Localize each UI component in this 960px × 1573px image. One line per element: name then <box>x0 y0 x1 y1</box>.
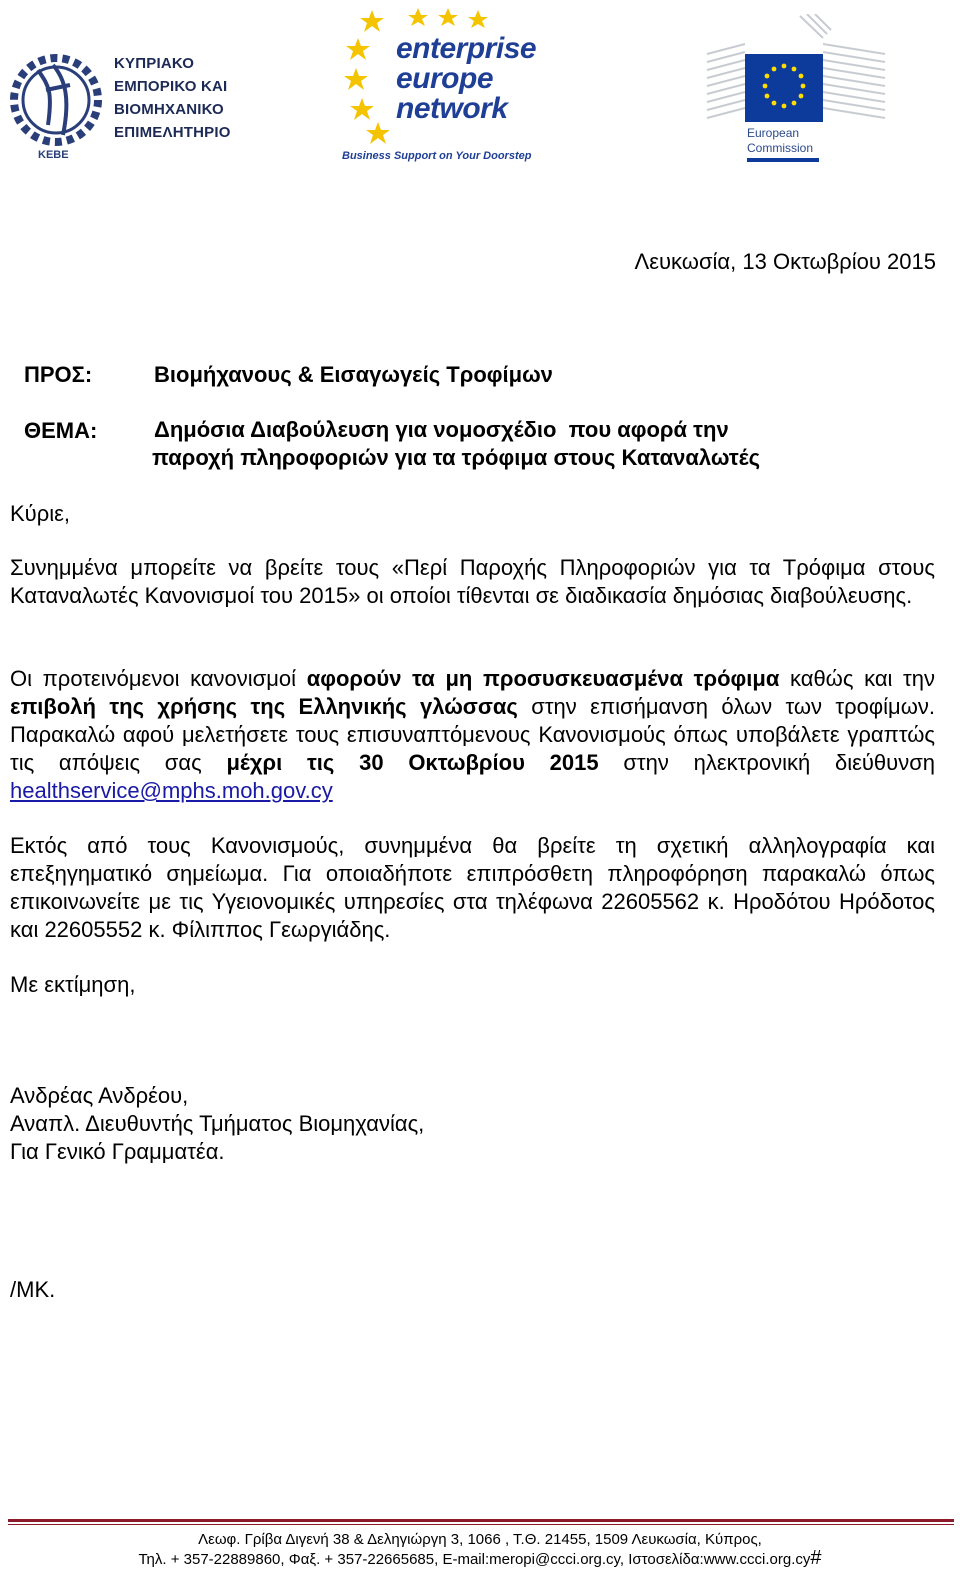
ec-logo <box>705 14 890 174</box>
salutation: Κύριε, <box>10 501 71 526</box>
letter-date: Λευκωσία, 13 Οκτωβρίου 2015 <box>634 249 936 274</box>
initials: /ΜΚ. <box>10 1277 56 1302</box>
footer-contact: Τηλ. + 357-22889860, Φαξ. + 357-22665685, E-mail:meropi@ccci.org.cy, Ιστοσελίδα:www.ccci.org.cy# <box>138 1547 822 1569</box>
paragraph-2: Οι προτεινόμενοι κανονισμοί αφορούν τα μη προσυσκευασμένα τρόφιμα καθώς και την επιβολή της χρήσης της Ελληνικής γλώσσας στην επισήμανση όλων των τροφίμων. Παρακαλώ αφού μελετήσετε τους επισυναπτόμενους Κανονισμούς όπως υποβάλετε γραπτώς τις απόψεις σας μέχρι τις 30 Οκτωβρίου 2015 στην ηλεκτρονική διεύθυνση healthservice@mphs.moh.gov.cy <box>10 666 936 803</box>
email-link[interactable]: healthservice@mphs.moh.gov.cy <box>10 778 333 803</box>
signature-title: Αναπλ. Διευθυντής Τμήματος Βιομηχανίας, <box>10 1111 425 1136</box>
een-tagline: Business Support on Your Doorstep <box>342 150 532 162</box>
een-word-network: network <box>396 92 508 125</box>
to-value: Βιομήχανους & Εισαγωγείς Τροφίμων <box>154 362 553 387</box>
footer-rule <box>8 1519 954 1522</box>
deadline-phrase: μέχρι τις 30 Οκτωβρίου 2015 <box>226 750 599 775</box>
ec-building-icon <box>705 14 890 124</box>
subject-line-1: Δημόσια Διαβούλευση για νομοσχέδιο που αφορά την <box>154 417 729 442</box>
star-arc-icon <box>340 6 400 146</box>
to-label: ΠΡΟΣ: <box>24 362 93 387</box>
een-word-europe: europe <box>396 62 494 95</box>
signature-role: Για Γενικό Γραμματέα. <box>10 1139 225 1164</box>
een-word-enterprise: enterprise <box>396 32 537 65</box>
footer-address: Λεωφ. Γρίβα Διγενή 38 & Δεληγιώργη 3, 1066 , Τ.Θ. 21455, 1509 Λευκωσία, Κύπρος, <box>198 1531 762 1548</box>
paragraph-3: Εκτός από τους Κανονισμούς, συνημμένα θα βρείτε τη σχετική αλληλογραφία και επεξηγηματικό σημείωμα. Για οποιαδήποτε επιπρόσθετη πληροφόρηση παρακαλώ όπως επικοινωνείτε με τις Υγειονομικές υπηρεσίες στα τηλέφωνα 22605562 κ. Ηροδότου Ηρόδοτος και 22605552 κ. Φίλιππος Γεωργιάδης. <box>10 833 935 942</box>
ec-label: European Commission <box>747 126 814 155</box>
bold-phrase-2: επιβολή της χρήσης της Ελληνικής γλώσσας <box>10 694 518 719</box>
signature-name: Ανδρέας Ανδρέου, <box>10 1083 189 1108</box>
closing: Με εκτίμηση, <box>10 972 136 997</box>
paragraph-1: Συνημμένα μπορείτε να βρείτε τους «Περί Παροχής Πληροφοριών για τα Τρόφιμα στους Καταναλωτές Κανονισμοί του 2015» οι οποίοι τίθενται σε διαδικασία δημόσιας διαβούλευσης. <box>10 555 935 608</box>
cci-logo-text: ΚΥΠΡΙΑΚΟ ΕΜΠΟΡΙΚΟ ΚΑΙ ΒΙΟΜΗΧΑΝΙΚΟ ΕΠΙΜΕΛΗΤΗΡΙΟ <box>114 55 231 141</box>
een-logo <box>340 6 540 171</box>
hash-mark: # <box>810 1547 822 1569</box>
bold-phrase-1: αφορούν τα μη προσυσκευασμένα τρόφιμα <box>306 666 780 691</box>
cci-logo <box>8 30 238 170</box>
subject-label: ΘΕΜΑ: <box>24 418 98 443</box>
ec-underline <box>747 158 819 162</box>
subject-line-2: παροχή πληροφοριών για τα τρόφιμα στους Καταναλωτές <box>152 445 761 470</box>
svg-text:ΚΕΒΕ: ΚΕΒΕ <box>38 149 69 161</box>
footer-rule-thin <box>8 1524 954 1525</box>
cci-emblem-icon <box>8 30 108 170</box>
